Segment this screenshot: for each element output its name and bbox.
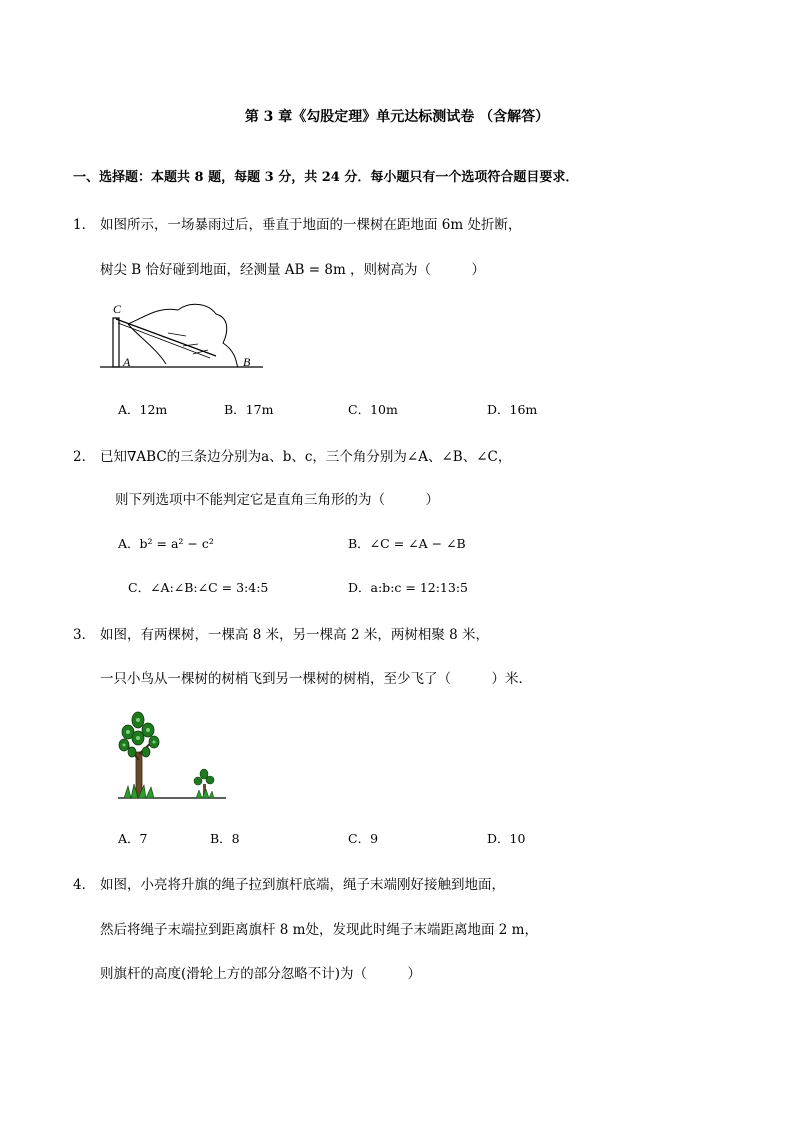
q1-number: 1． [73, 217, 96, 233]
q4-line-1: 如图，小亮将升旗的绳子拉到旗杆底端，绳子末端刚好接触到地面， [100, 877, 505, 893]
q3-option-d: D．10 [487, 831, 526, 846]
section-heading: 一、选择题：本题共 8 题，每题 3 分，共 24 分．每小题只有一个选项符合题目要求． [73, 170, 579, 185]
q3-two-trees-figure [118, 712, 228, 802]
q1-option-b: B．17m [224, 402, 274, 417]
fig1-label-a: A [123, 355, 131, 369]
fig1-label-b: B [243, 355, 251, 369]
page-title: 第 3 章《勾股定理》单元达标测试卷 （含解答） [244, 109, 550, 125]
q4-line-2: 然后将绳子末端拉到距离旗杆 8 m处，发现此时绳子末端距离地面 2 m， [100, 922, 538, 938]
q3-option-a: A．7 [118, 831, 148, 846]
q3-number: 3． [73, 627, 96, 643]
q1-line-1: 如图所示，一场暴雨过后，垂直于地面的一棵树在距地面 6m 处折断， [100, 217, 522, 233]
q1-option-a: A．12m [118, 402, 168, 417]
short-tree-leaves [194, 769, 214, 785]
q3-line-1: 如图，有两棵树，一棵高 8 米，另一棵高 2 米，两树相聚 8 米， [100, 627, 490, 643]
tree-trunk [113, 318, 119, 367]
q2-option-a: A．b² = a² − c² [118, 536, 214, 551]
q4-line-3: 则旗杆的高度(滑轮上方的部分忽略不计)为（ ） [100, 966, 422, 982]
q1-option-d: D．16m [487, 402, 538, 417]
q2-number: 2． [73, 449, 96, 465]
q4-number: 4． [73, 877, 96, 893]
fig1-label-c: C [113, 302, 122, 316]
broken-top-line [116, 319, 216, 356]
q2-option-b: B．∠C = ∠A − ∠B [348, 536, 466, 551]
q3-option-c: C．9 [348, 831, 379, 846]
q2-option-d: D．a:b:c = 12:13:5 [348, 580, 469, 595]
q2-option-c: C．∠A:∠B:∠C = 3:4:5 [128, 580, 269, 595]
q1-broken-tree-figure [98, 298, 268, 373]
q2-line-1: 已知∇ABC的三条边分别为a、b、c，三个角分别为∠A、∠B、∠C， [100, 449, 512, 465]
q2-line-2: 则下列选项中不能判定它是直角三角形的为（ ） [115, 492, 439, 508]
q3-line-2: 一只小鸟从一棵树的树梢飞到另一棵树的树梢，至少飞了（ ）米． [100, 671, 532, 687]
q3-option-b: B．8 [210, 831, 240, 846]
q1-option-c: C．10m [348, 402, 398, 417]
q1-line-2: 树尖 B 恰好碰到地面，经测量 AB = 8m ，则树高为（ ） [100, 262, 486, 278]
